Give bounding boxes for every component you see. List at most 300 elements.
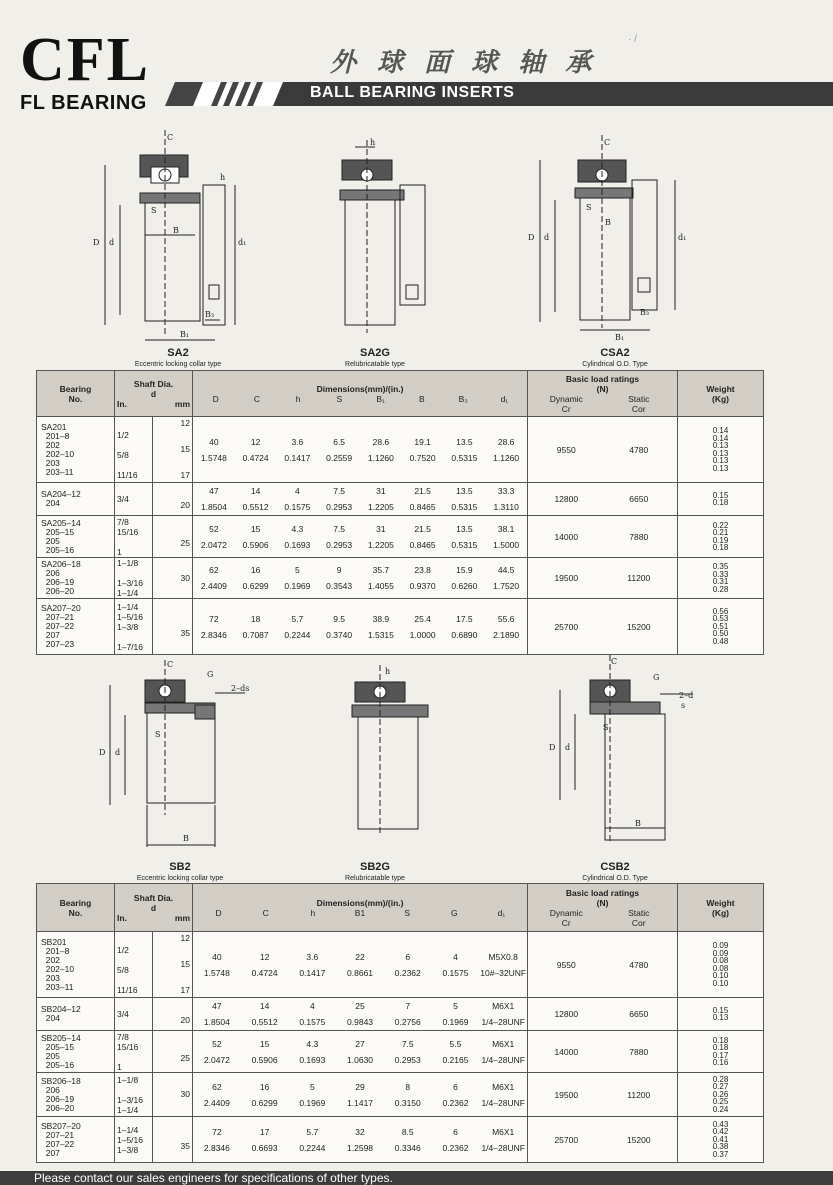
header-cor: Cor [631,917,646,928]
dim-in-value: 0.6260 [451,581,478,591]
shaft-in: 3/4 [115,998,153,1031]
svg-text:h: h [370,138,376,147]
dim-in-value: 0.6299 [251,1097,278,1108]
dynamic-load: 25700 [554,1134,579,1145]
load-ratings-cell [528,932,678,998]
dim-col-header: B₃ [458,393,468,404]
svg-text:s: s [681,701,686,710]
dim-mm-value: M6X1 [492,1001,515,1011]
dim-mm-value: 4 [309,1001,315,1011]
shaft-mm: 12 15 17 [153,932,193,998]
dim-mm-value: 4 [453,951,458,962]
shaft-in: 1–1/4 1–5/16 1–3/8 1–7/16 [115,599,153,655]
dim-in-value: 1.2205 [367,502,394,512]
header-load-label: Basic load ratings [565,887,640,898]
dim-mm-value: 62 [209,565,219,575]
load-ratings-cell [528,1073,678,1117]
header-shaft [115,884,193,932]
svg-text:d₁: d₁ [678,233,687,242]
sb-spec-table [36,883,764,1163]
header-weight-label: Weight [706,897,735,908]
sb2-caption [110,862,250,884]
weight-value: 0.28 0.27 0.26 0.25 0.24 [678,1073,764,1117]
shaft-in: 1–1/4 1–5/16 1–3/8 [115,1117,153,1163]
dim-mm-value: 7 [405,1001,411,1011]
dim-in-value: 10#–32UNF [480,967,527,978]
header-dims-label: Dimensions(mm)/(in.) [316,897,404,908]
svg-text:D: D [99,748,106,757]
dim-mm-value: 35.7 [372,565,390,575]
header-load-label: Basic load ratings [565,373,640,384]
svg-text:h: h [220,173,226,182]
svg-text:B₃: B₃ [205,310,215,319]
dim-in-value: 0.8465 [409,502,436,512]
csb2-drawing [545,650,725,850]
scan-mark: · / [628,34,637,45]
weight-value: 0.18 0.18 0.17 0.16 [678,1031,764,1073]
logo-subtitle: FL BEARING [20,92,147,114]
dim-in-value: 0.1969 [284,581,311,591]
load-ratings-cell [528,483,678,516]
dim-col-header: S [404,907,410,918]
dim-mm-value: 7.5 [333,486,346,496]
svg-text:S: S [603,723,609,732]
dim-in-value: 1.2205 [367,539,394,550]
dim-in-value: 1.1260 [493,452,520,463]
shaft-mm: 25 [153,1031,193,1073]
header-kg: (Kg) [712,393,730,404]
dim-mm-value: 16 [250,565,261,575]
shaft-in: 3/4 [115,483,153,516]
csb2-name: CSB2 [600,861,630,873]
shaft-mm: 35 [153,1117,193,1163]
sa2g-drawing [320,135,440,335]
static-load: 6650 [629,494,649,504]
csa2-caption [545,348,685,370]
dim-in-value: 1.5315 [367,629,394,640]
dim-mm-value: 13.5 [456,523,473,534]
sa2-drawing [85,125,255,355]
dim-in-value: 0.1575 [442,967,469,978]
dim-in-value: 1.0000 [409,629,436,640]
dim-mm-value: 28.6 [372,436,390,447]
dim-in-value: 0.1417 [284,452,311,463]
dim-mm-value: 15 [250,523,261,534]
shaft-in: 1/2 5/8 11/16 [115,417,153,483]
dynamic-load: 19500 [554,573,579,583]
sa2-name: SA2 [167,347,189,359]
load-ratings-cell [528,599,678,655]
dim-in-value: 0.9370 [409,581,436,591]
dim-mm-value: 52 [212,1038,222,1049]
dim-in-value: 1/4–28UNF [481,1017,525,1027]
header-cr: Cr [561,403,571,414]
header-no-label: No. [68,393,83,404]
svg-text:D: D [93,238,100,247]
dim-mm-value: 40 [212,951,222,962]
header-dims [193,884,528,932]
header-kg: (Kg) [712,907,730,918]
dim-mm-value: 9 [336,565,342,575]
sa2-type: Eccentric locking collar type [134,361,222,368]
logo-wordmark: CFL [20,26,150,94]
dim-mm-value: 14 [250,486,261,496]
dimension-cell [193,483,528,516]
dim-in-value: 0.1969 [299,1097,326,1108]
dim-mm-value: 21.5 [414,486,431,496]
header-bearing [37,371,115,417]
svg-text:S: S [151,206,157,215]
dim-mm-value: 47 [212,1001,222,1011]
dim-in-value: 0.6693 [251,1142,278,1153]
weight-value: 0.15 0.18 [678,483,764,516]
svg-text:B₃: B₃ [640,308,650,317]
dim-mm-value: 19.1 [414,436,431,447]
dim-mm-value: 5 [453,1001,458,1011]
header-shaft-d: d [150,902,157,913]
english-title: BALL BEARING INSERTS [310,84,515,101]
sa-spec-table [36,370,764,655]
dim-in-value: 0.2953 [394,1054,421,1065]
shaft-mm: 30 [153,1073,193,1117]
dim-mm-value: 18 [250,613,261,624]
header-weight [678,884,764,932]
dim-mm-value: 3.6 [291,436,304,447]
dim-mm-value: 6 [453,1081,458,1092]
csa2-name: CSA2 [600,347,630,359]
dim-in-value: 2.1890 [493,629,520,640]
dim-mm-value: 4 [295,486,300,496]
sb2-name: SB2 [169,861,191,873]
dim-mm-value: 5 [295,565,300,575]
dim-mm-value: 40 [209,436,219,447]
svg-text:B₁: B₁ [615,333,625,342]
header-cor: Cor [631,403,646,414]
dimension-cell [193,1073,528,1117]
dim-in-value: 0.2756 [394,1017,421,1027]
header-load [528,371,678,417]
dynamic-load: 25700 [554,621,579,632]
dim-mm-value: 4.3 [306,1038,319,1049]
dim-col-header: C [262,907,269,918]
dim-mm-value: 47 [209,486,219,496]
dim-col-header: D [215,907,222,918]
load-ratings-cell [528,1031,678,1073]
dim-in-value: 2.8346 [203,1142,230,1153]
dim-mm-value: 62 [212,1081,222,1092]
svg-text:C: C [604,138,611,147]
dim-in-value: 2.4409 [203,1097,230,1108]
dim-mm-value: 28.6 [497,436,515,447]
dim-in-value: 2.0472 [200,539,227,550]
dim-mm-value: 5.5 [449,1038,462,1049]
weight-value: 0.15 0.13 [678,998,764,1031]
chinese-title: 外 球 面 球 轴 承 [330,48,598,78]
dim-mm-value: 29 [355,1081,365,1092]
header-dim-cols [195,394,525,404]
svg-text:S: S [155,730,161,739]
weight-value: 0.43 0.42 0.41 0.38 0.37 [678,1117,764,1163]
svg-text:h: h [385,667,391,676]
dim-mm-value: 17.5 [456,613,473,624]
table-row [37,1073,764,1117]
svg-text:d: d [115,748,121,757]
dim-col-header: C [253,393,260,404]
dim-mm-value: 32 [355,1126,365,1137]
bearing-no: SB201 201–8 202 202–10 203 203–11 [37,932,115,998]
dim-in-value: 0.9843 [347,1017,374,1027]
dim-in-value: 1.5000 [493,539,520,550]
svg-text:B₁: B₁ [180,330,190,339]
header-in: In. [117,912,127,923]
dynamic-load: 14000 [554,531,579,542]
dim-col-header: B1 [354,907,366,918]
dim-in-value: 0.1575 [284,502,311,512]
dim-col-header: d₁ [497,907,506,918]
dim-in-value: 0.6890 [451,629,478,640]
dimension-cell [193,516,528,558]
dim-mm-value: 8 [405,1081,411,1092]
header-mm: mm [174,398,191,409]
dim-mm-value: 3.6 [306,951,319,962]
dim-mm-value: 72 [212,1126,222,1137]
header-load [528,884,678,932]
sa2g-caption [305,348,445,370]
load-ratings-cell [528,417,678,483]
dim-in-value: 0.5906 [251,1054,278,1065]
bearing-no: SA201 201–8 202 202–10 203 203–11 [37,417,115,483]
table-row [37,417,764,483]
load-ratings-cell [528,1117,678,1163]
header-shaft-label: Shaft Dia. [133,892,174,903]
dim-in-value: 1.5748 [200,452,227,463]
header-weight-label: Weight [706,383,735,394]
csa2-drawing [520,130,690,350]
svg-text:d: d [544,233,550,242]
sa2g-name: SA2G [360,347,390,359]
bearing-no: SB207–20 207–21 207–22 207 [37,1117,115,1163]
footer-note: Please contact our sales engineers for specifications of other types. [34,1171,393,1185]
dim-mm-value: 38.9 [372,613,390,624]
dim-mm-value: M6X1 [492,1126,515,1137]
dim-mm-value: M6X1 [492,1081,515,1092]
svg-text:G: G [653,673,660,682]
dim-mm-value: 12 [250,436,261,447]
shaft-mm: 30 [153,558,193,599]
shaft-in: 1–1/8 1–3/16 1–1/4 [115,1073,153,1117]
dimension-cell [193,599,528,655]
header-static: Static [628,393,650,404]
table-row [37,516,764,558]
dim-mm-value: 14 [259,1001,270,1011]
header-dims-label: Dimensions(mm)/(in.) [316,383,404,394]
dim-mm-value: 31 [376,523,386,534]
dim-in-value: 0.1969 [442,1017,469,1027]
company-logo [20,26,150,115]
dim-in-value: 1.4055 [367,581,394,591]
weight-value: 0.56 0.53 0.51 0.50 0.48 [678,599,764,655]
shaft-in: 7/8 15/16 1 [115,516,153,558]
static-load: 11200 [627,573,651,583]
dim-mm-value: 22 [355,951,365,962]
weight-value: 0.14 0.14 0.13 0.13 0.13 0.13 [678,417,764,483]
dim-in-value: 2.0472 [203,1054,230,1065]
svg-text:B: B [173,226,179,235]
dim-in-value: 0.8661 [347,967,374,978]
static-load: 7880 [629,1046,649,1057]
dim-col-header: B₁ [376,393,385,404]
dim-in-value: 0.1417 [299,967,326,978]
svg-text:D: D [528,233,535,242]
dim-in-value: 1.1260 [367,452,394,463]
svg-text:S: S [586,203,592,212]
sb2-type: Eccentric locking collar type [136,875,224,882]
dimension-cell [193,558,528,599]
dim-in-value: 1.2598 [347,1142,374,1153]
svg-text:d₁: d₁ [238,238,247,247]
dynamic-load: 9550 [556,959,576,970]
dim-in-value: 0.5315 [451,502,478,512]
header-dynamic: Dynamic [549,907,583,918]
load-ratings-cell [528,558,678,599]
header-bearing-label: Bearing [59,897,92,908]
dim-in-value: 0.3346 [394,1142,421,1153]
sa2g-type: Relubricatable type [345,361,405,368]
dim-in-value: 0.2362 [442,1097,469,1108]
dim-in-value: 0.2244 [284,629,311,640]
dim-in-value: 0.6299 [242,581,269,591]
dim-mm-value: 27 [355,1038,365,1049]
svg-text:C: C [167,660,174,669]
dim-mm-value: M5X0.8 [488,951,518,962]
dim-mm-value: 25.4 [414,613,431,624]
dim-mm-value: 15 [259,1038,270,1049]
dim-in-value: 2.8346 [200,629,227,640]
header-static: Static [628,907,650,918]
dim-in-value: 0.1693 [299,1054,326,1065]
dimension-cell [193,932,528,998]
static-load: 11200 [627,1089,651,1100]
dim-in-value: 1/4–28UNF [481,1097,525,1108]
svg-text:2–ds: 2–ds [231,684,250,693]
footer-bar [0,1171,833,1185]
dim-mm-value: 25 [355,1001,365,1011]
dim-mm-value: 6.5 [333,436,346,447]
dim-mm-value: 38.1 [497,523,515,534]
dimension-cell [193,1117,528,1163]
svg-text:d: d [565,743,571,752]
dim-col-header: h [310,907,316,918]
table-row [37,483,764,516]
dim-in-value: 0.4724 [242,452,269,463]
dim-in-value: 1.8504 [200,502,227,512]
static-load: 7880 [629,531,649,542]
dim-mm-value: 44.5 [497,565,515,575]
bearing-no: SB204–12 204 [37,998,115,1031]
header-shaft [115,371,193,417]
header-mm: mm [174,912,191,923]
dim-in-value: 0.2953 [326,539,353,550]
bearing-no: SA207–20 207–21 207–22 207 207–23 [37,599,115,655]
dynamic-load: 19500 [554,1089,579,1100]
dimension-cell [193,417,528,483]
svg-text:D: D [549,743,556,752]
static-load: 4780 [629,959,649,970]
dim-col-header: h [295,393,301,404]
shaft-mm: 25 [153,516,193,558]
dim-mm-value: 72 [209,613,219,624]
dim-mm-value: 5.7 [291,613,304,624]
bearing-no: SB206–18 206 206–19 206–20 [37,1073,115,1117]
dim-in-value: 1.0630 [347,1054,374,1065]
shaft-mm: 20 [153,998,193,1031]
header-no-label: No. [68,907,83,918]
dim-in-value: 0.7087 [242,629,269,640]
dynamic-load: 9550 [556,444,576,455]
dim-in-value: 1/4–28UNF [481,1142,525,1153]
dimension-cell [193,998,528,1031]
table-row [37,932,764,998]
dynamic-load: 14000 [554,1046,579,1057]
dim-mm-value: 5 [309,1081,315,1092]
static-load: 15200 [626,1134,651,1145]
table-row [37,1031,764,1073]
shaft-in: 1/2 5/8 11/16 [115,932,153,998]
header-bearing-label: Bearing [59,383,92,394]
sb2g-type: Relubricatable type [345,875,405,882]
dim-mm-value: 12 [259,951,270,962]
dim-in-value: 0.5512 [242,502,269,512]
dim-mm-value: 6 [453,1126,458,1137]
shaft-in: 7/8 15/16 1 [115,1031,153,1073]
dim-in-value: 0.2244 [299,1142,326,1153]
dim-in-value: 0.4724 [251,967,278,978]
header-weight [678,371,764,417]
dim-mm-value: 6 [405,951,411,962]
dim-mm-value: 21.5 [414,523,431,534]
dim-in-value: 0.1693 [284,539,311,550]
svg-text:C: C [611,657,618,666]
dim-in-value: 1.8504 [203,1017,230,1027]
dim-in-value: 0.2559 [326,452,353,463]
header-shaft-d: d [150,388,157,399]
svg-text:2–d: 2–d [679,691,694,700]
sb2-drawing [95,655,275,855]
dim-in-value: 0.3543 [326,581,353,591]
shaft-mm: 20 [153,483,193,516]
dim-mm-value: 4.3 [291,523,304,534]
static-load: 15200 [626,621,651,632]
header-load-unit: (N) [596,897,609,908]
dim-in-value: 0.2362 [442,1142,469,1153]
table-row [37,558,764,599]
dim-col-header: B [419,393,425,404]
dim-in-value: 0.7520 [409,452,436,463]
csa2-type: Cylindrical O.D. Type [582,361,648,368]
dim-in-value: 0.8465 [409,539,436,550]
dim-mm-value: 17 [259,1126,270,1137]
table-row [37,1117,764,1163]
dim-mm-value: 16 [259,1081,270,1092]
csb2-caption [545,862,685,884]
sb2g-name: SB2G [360,861,390,873]
load-ratings-cell [528,516,678,558]
dim-mm-value: 55.6 [497,613,515,624]
bearing-no: SB205–14 205–15 205 205–16 [37,1031,115,1073]
dim-mm-value: 5.7 [306,1126,319,1137]
weight-value: 0.35 0.33 0.31 0.28 [678,558,764,599]
svg-text:C: C [167,133,174,142]
